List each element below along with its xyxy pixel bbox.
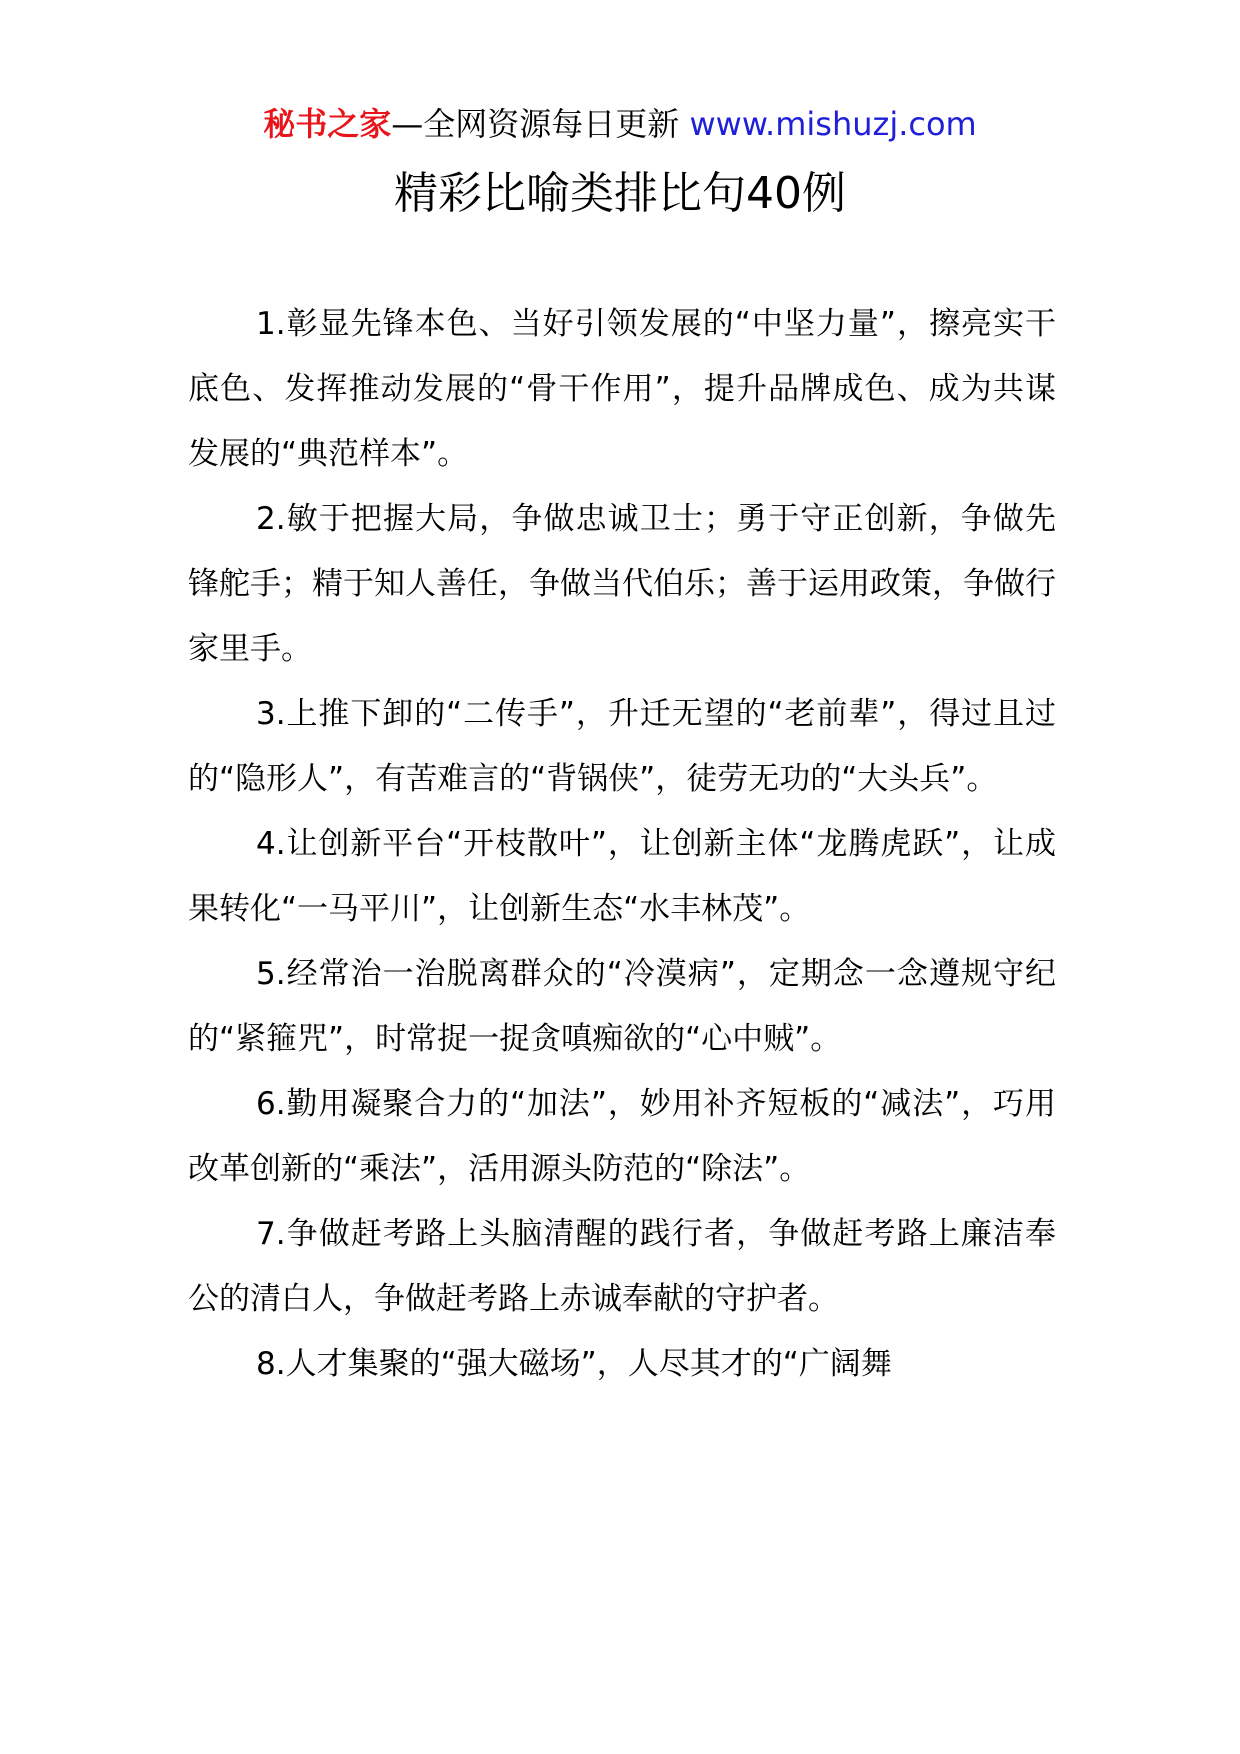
- header-tagline: —全网资源每日更新: [391, 105, 680, 143]
- paragraph: 5.经常治一治脱离群众的“冷漠病”，定期念一念遵规守纪的“紧箍咒”，时常捉一捉贪嗔痴欲的“心中贼”。: [188, 956, 1056, 1057]
- document-title: 精彩比喻类排比句40例: [394, 168, 846, 219]
- brand-name: 秘书之家: [263, 105, 392, 143]
- paragraph: 1.彰显先锋本色、当好引领发展的“中坚力量”，擦亮实干底色、发挥推动发展的“骨干作用”，提升品牌成色、成为共谋发展的“典范样本”。: [188, 306, 1056, 472]
- paragraph: 6.勤用凝聚合力的“加法”，妙用补齐短板的“减法”，巧用改革创新的“乘法”，活用源头防范的“除法”。: [188, 1086, 1056, 1187]
- document-body: [188, 292, 1056, 1397]
- paragraph: 2.敏于把握大局，争做忠诚卫士；勇于守正创新，争做先锋舵手；精于知人善任，争做当代伯乐；善于运用政策，争做行家里手。: [188, 501, 1056, 667]
- site-header: [0, 100, 1240, 148]
- paragraph: 3.上推下卸的“二传手”，升迁无望的“老前辈”，得过且过的“隐形人”，有苦难言的“背锅侠”，徒劳无功的“大头兵”。: [188, 696, 1056, 797]
- site-url-link[interactable]: www.mishuzj.com: [689, 105, 977, 143]
- paragraph: 4.让创新平台“开枝散叶”，让创新主体“龙腾虎跃”，让成果转化“一马平川”，让创新生态“水丰林茂”。: [188, 826, 1056, 927]
- paragraph: 7.争做赶考路上头脑清醒的践行者，争做赶考路上廉洁奉公的清白人，争做赶考路上赤诚奉献的守护者。: [188, 1216, 1056, 1317]
- paragraph: 8.人才集聚的“强大磁场”，人尽其才的“广阔舞: [256, 1346, 892, 1382]
